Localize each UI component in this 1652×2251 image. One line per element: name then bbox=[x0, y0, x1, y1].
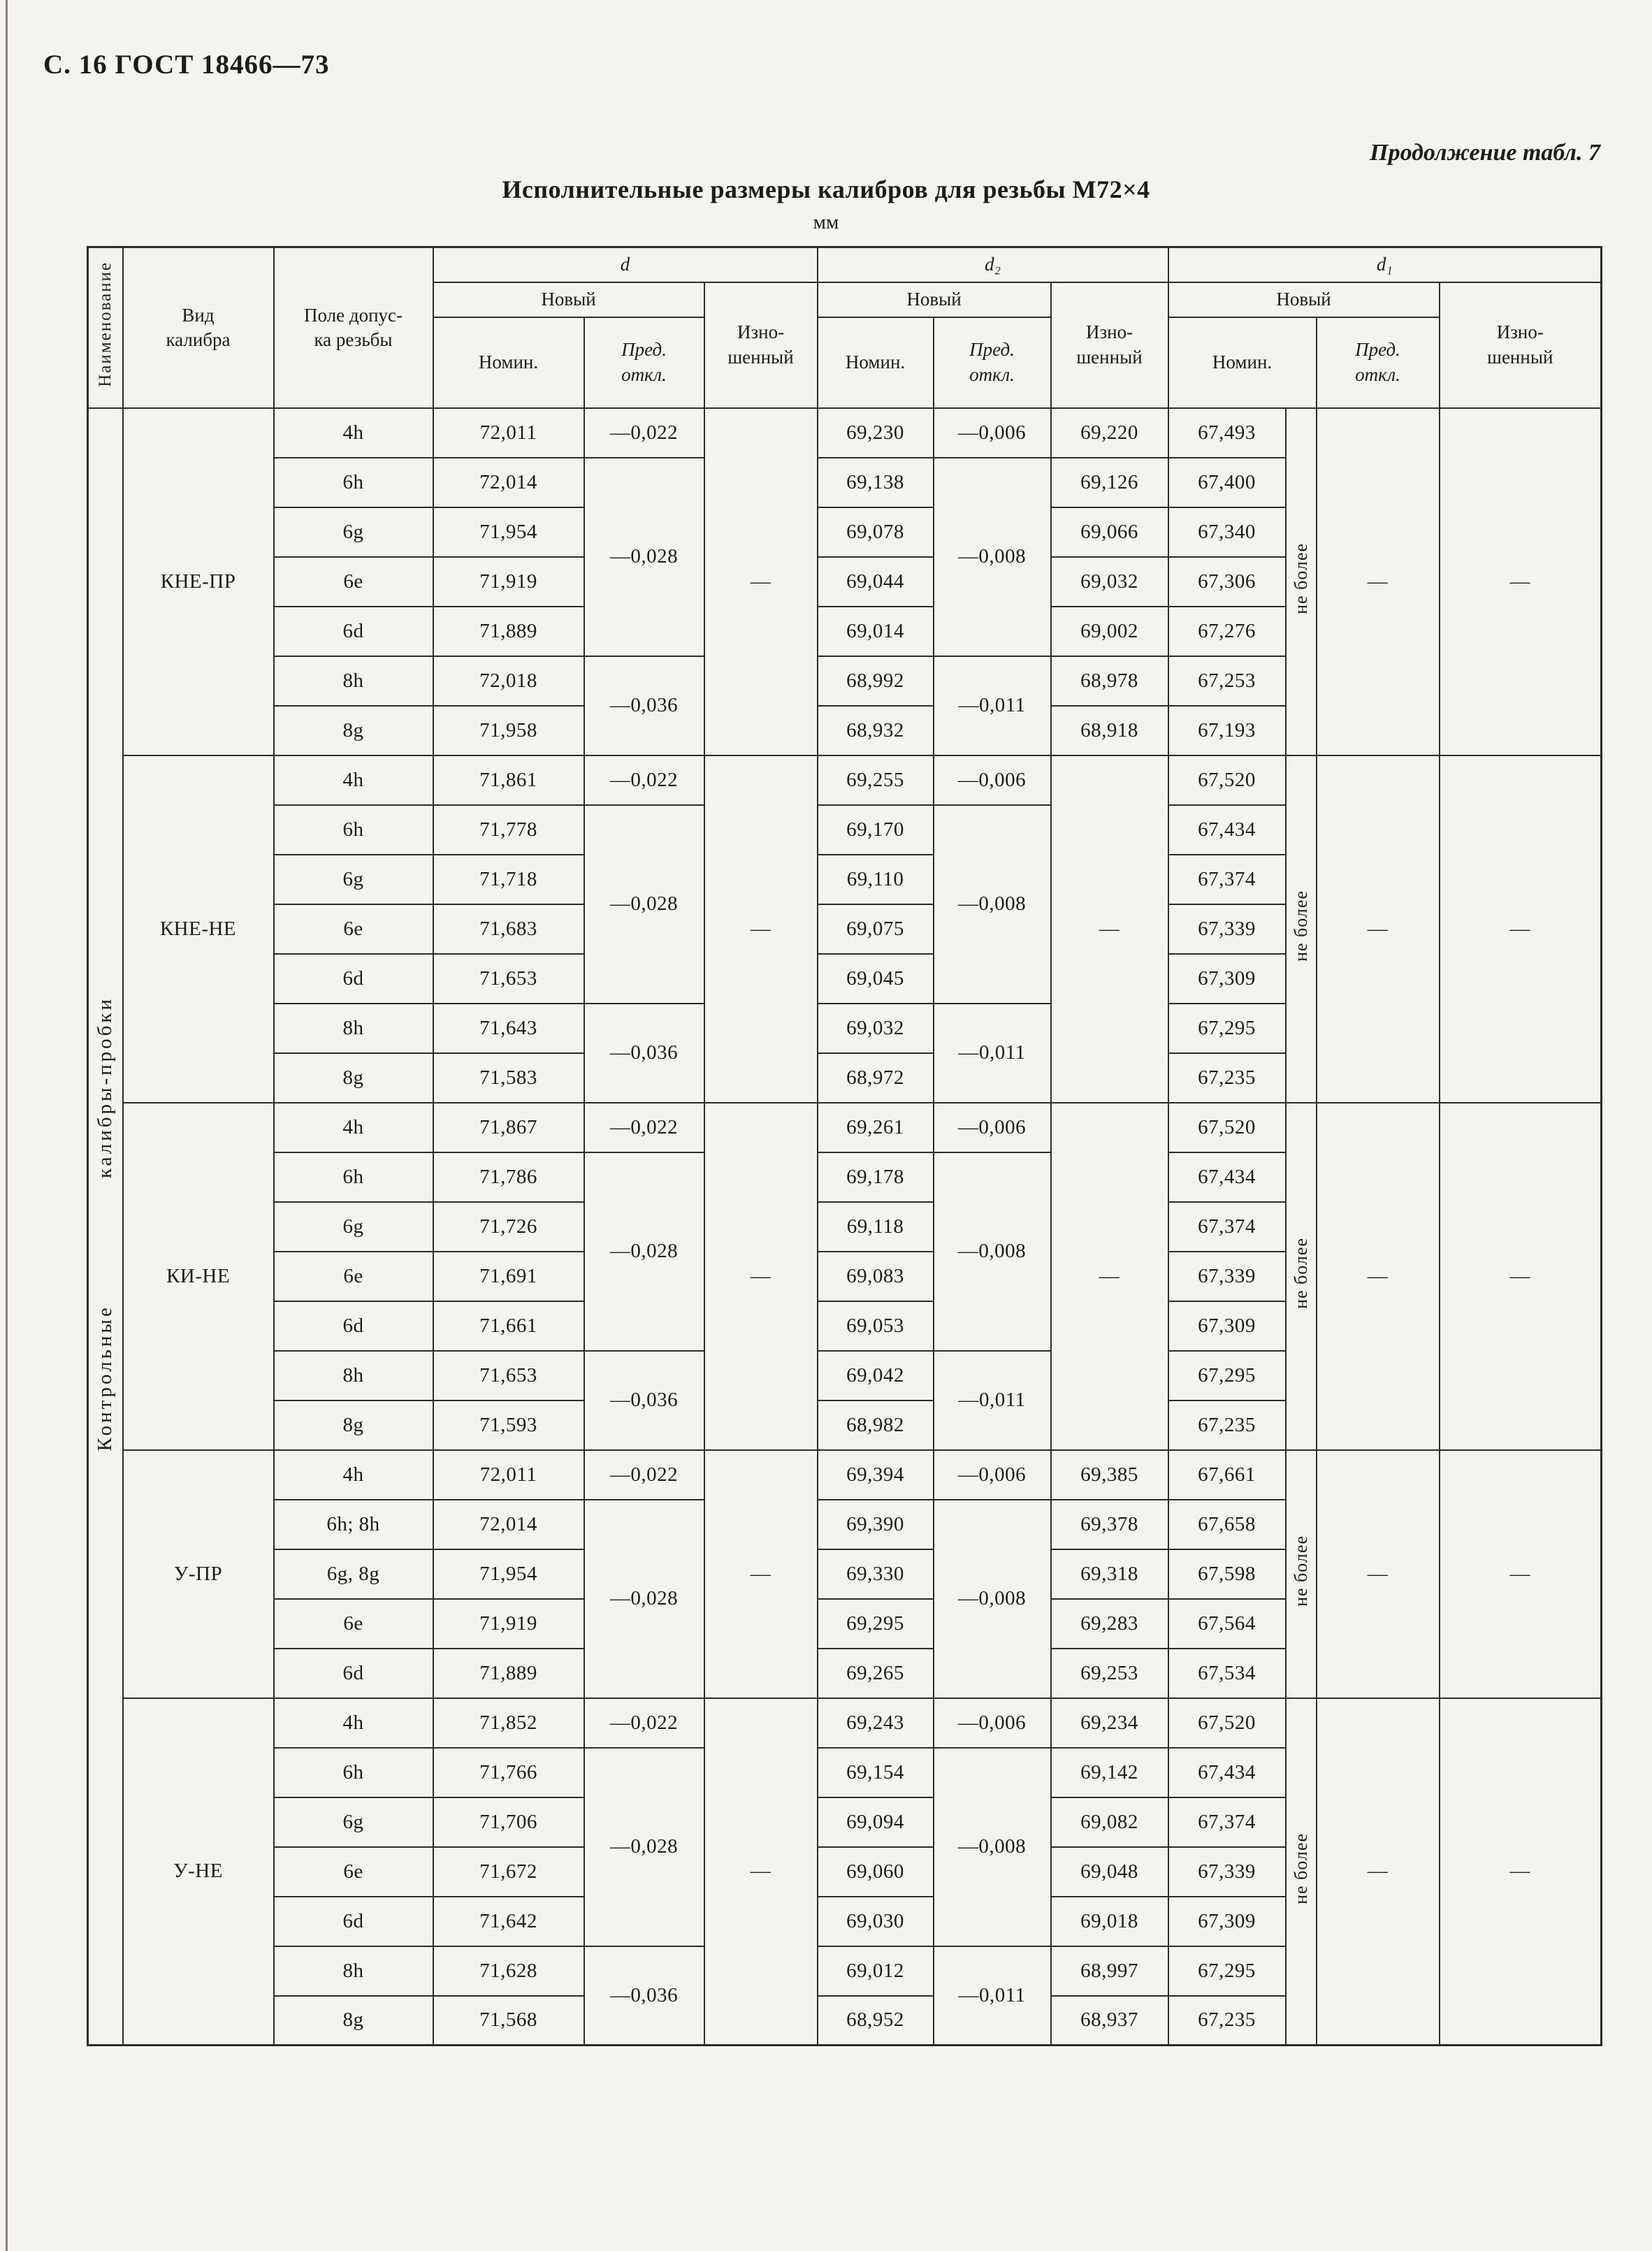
d2-nom: 69,170 bbox=[818, 805, 934, 855]
table-row bbox=[88, 1698, 1602, 1748]
header-new-d: Новый bbox=[433, 282, 704, 317]
header-name-col bbox=[88, 247, 123, 408]
d1-nom: 67,374 bbox=[1168, 1202, 1286, 1252]
d2-dev: —0,008 bbox=[934, 1500, 1051, 1698]
d2-worn: 69,253 bbox=[1051, 1649, 1168, 1698]
d1-nom: 67,493 bbox=[1168, 408, 1286, 458]
header-worn-d1 bbox=[1440, 282, 1602, 408]
header-nominal-d: Номин. bbox=[433, 317, 584, 408]
table-row bbox=[88, 755, 1602, 805]
d2-worn: 69,032 bbox=[1051, 557, 1168, 607]
d-nom: 71,889 bbox=[433, 1649, 584, 1698]
d2-nom: 69,110 bbox=[818, 855, 934, 904]
tolerance-field: 6h bbox=[274, 1748, 433, 1797]
header-dev-d-line1: Пред. bbox=[621, 339, 667, 361]
d2-nom: 69,042 bbox=[818, 1351, 934, 1400]
d2-nom: 69,261 bbox=[818, 1103, 934, 1152]
d1-worn: — bbox=[1440, 408, 1602, 755]
d1-dev: — bbox=[1317, 408, 1440, 755]
d-nom: 72,014 bbox=[433, 458, 584, 507]
header-new-d1: Новый bbox=[1168, 282, 1440, 317]
tolerance-field: 6d bbox=[274, 607, 433, 656]
gauge-type: У-ПР bbox=[123, 1450, 274, 1698]
tolerance-field: 8g bbox=[274, 706, 433, 755]
scan-edge-artifact bbox=[6, 0, 8, 2251]
header-dev-d1 bbox=[1317, 317, 1440, 408]
header-dev-d bbox=[584, 317, 704, 408]
d2-worn: 69,318 bbox=[1051, 1549, 1168, 1599]
tolerance-field: 4h bbox=[274, 408, 433, 458]
tolerance-field: 6e bbox=[274, 904, 433, 954]
d1-nom: 67,339 bbox=[1168, 904, 1286, 954]
d2-nom: 68,932 bbox=[818, 706, 934, 755]
d-nom: 71,766 bbox=[433, 1748, 584, 1797]
page-header: С. 16 ГОСТ 18466—73 bbox=[43, 50, 330, 80]
header-d1-group: d₁ bbox=[1168, 247, 1602, 282]
tolerance-field: 6g, 8g bbox=[274, 1549, 433, 1599]
d1-nom: 67,193 bbox=[1168, 706, 1286, 755]
header-worn-d1-line1: Изно- bbox=[1496, 321, 1544, 343]
d2-nom: 69,044 bbox=[818, 557, 934, 607]
d1-nom: 67,276 bbox=[1168, 607, 1286, 656]
table-row bbox=[88, 408, 1602, 458]
d2-nom: 69,118 bbox=[818, 1202, 934, 1252]
d-dev: —0,022 bbox=[584, 1450, 704, 1500]
d2-dev: —0,006 bbox=[934, 1103, 1051, 1152]
d2-worn: 69,220 bbox=[1051, 408, 1168, 458]
d1-nom: 67,434 bbox=[1168, 1748, 1286, 1797]
d-nom: 71,786 bbox=[433, 1152, 584, 1202]
d-nom: 71,778 bbox=[433, 805, 584, 855]
tolerance-field: 6d bbox=[274, 954, 433, 1004]
d-nom: 71,954 bbox=[433, 507, 584, 557]
d1-nom: 67,598 bbox=[1168, 1549, 1286, 1599]
d1-nom: 67,400 bbox=[1168, 458, 1286, 507]
d1-nom: 67,295 bbox=[1168, 1004, 1286, 1053]
d-nom: 71,958 bbox=[433, 706, 584, 755]
d1-nom: 67,374 bbox=[1168, 1797, 1286, 1847]
d2-dev: —0,008 bbox=[934, 1152, 1051, 1351]
header-worn-d2-line1: Изно- bbox=[1085, 321, 1133, 343]
d1-nom: 67,235 bbox=[1168, 1400, 1286, 1450]
d-dev: —0,036 bbox=[584, 656, 704, 755]
category-label: Контрольные калибры-пробки bbox=[94, 996, 117, 1451]
tolerance-field: 8g bbox=[274, 1996, 433, 2046]
tolerance-field: 4h bbox=[274, 755, 433, 805]
header-worn-d-line1: Изно- bbox=[737, 321, 785, 343]
tolerance-field: 6h bbox=[274, 458, 433, 507]
d-nom: 71,653 bbox=[433, 1351, 584, 1400]
tolerance-field: 6d bbox=[274, 1301, 433, 1351]
d2-nom: 68,982 bbox=[818, 1400, 934, 1450]
ne-bolee-cell bbox=[1286, 1450, 1317, 1698]
ne-bolee-cell bbox=[1286, 1103, 1317, 1450]
d2-nom: 69,060 bbox=[818, 1847, 934, 1897]
d2-dev: —0,011 bbox=[934, 1946, 1051, 2046]
d2-nom: 69,265 bbox=[818, 1649, 934, 1698]
d-dev: —0,028 bbox=[584, 1152, 704, 1351]
d2-nom: 68,992 bbox=[818, 656, 934, 706]
d1-nom: 67,295 bbox=[1168, 1351, 1286, 1400]
gauge-type: КИ-НЕ bbox=[123, 1103, 274, 1450]
d2-dev: —0,006 bbox=[934, 1698, 1051, 1748]
d-worn: — bbox=[704, 408, 818, 755]
d2-worn: 69,066 bbox=[1051, 507, 1168, 557]
d2-dev: —0,006 bbox=[934, 1450, 1051, 1500]
d2-dev: —0,011 bbox=[934, 1004, 1051, 1103]
d1-nom: 67,309 bbox=[1168, 1897, 1286, 1946]
d1-worn: — bbox=[1440, 755, 1602, 1103]
d-dev: —0,022 bbox=[584, 408, 704, 458]
d-nom: 72,018 bbox=[433, 656, 584, 706]
d1-nom: 67,340 bbox=[1168, 507, 1286, 557]
d2-worn: 68,997 bbox=[1051, 1946, 1168, 1996]
header-dev-d1-line2: откл. bbox=[1355, 363, 1400, 385]
d2-worn: 69,048 bbox=[1051, 1847, 1168, 1897]
d-nom: 71,954 bbox=[433, 1549, 584, 1599]
d-dev: —0,022 bbox=[584, 1698, 704, 1748]
d2-dev: —0,011 bbox=[934, 1351, 1051, 1450]
d-nom: 71,653 bbox=[433, 954, 584, 1004]
tolerance-field: 6d bbox=[274, 1897, 433, 1946]
tolerance-field: 6g bbox=[274, 1202, 433, 1252]
d1-nom: 67,295 bbox=[1168, 1946, 1286, 1996]
d-nom: 71,583 bbox=[433, 1053, 584, 1103]
d2-worn: — bbox=[1051, 1103, 1168, 1450]
ne-bolee-label: не более bbox=[1290, 1832, 1311, 1904]
ne-bolee-label: не более bbox=[1290, 890, 1311, 962]
d2-nom: 69,075 bbox=[818, 904, 934, 954]
d-nom: 71,691 bbox=[433, 1252, 584, 1301]
d-nom: 71,568 bbox=[433, 1996, 584, 2046]
d2-worn: — bbox=[1051, 755, 1168, 1103]
d-nom: 71,718 bbox=[433, 855, 584, 904]
d-nom: 71,889 bbox=[433, 607, 584, 656]
d2-nom: 69,255 bbox=[818, 755, 934, 805]
header-nominal-d1: Номин. bbox=[1168, 317, 1317, 408]
d2-nom: 69,094 bbox=[818, 1797, 934, 1847]
d-nom: 71,672 bbox=[433, 1847, 584, 1897]
d2-nom: 69,178 bbox=[818, 1152, 934, 1202]
header-worn-d bbox=[704, 282, 818, 408]
d2-nom: 69,030 bbox=[818, 1897, 934, 1946]
d-dev: —0,022 bbox=[584, 1103, 704, 1152]
d2-dev: —0,008 bbox=[934, 458, 1051, 656]
d2-worn: 69,283 bbox=[1051, 1599, 1168, 1649]
tolerance-field: 8h bbox=[274, 1004, 433, 1053]
d2-nom: 69,230 bbox=[818, 408, 934, 458]
d1-nom: 67,520 bbox=[1168, 755, 1286, 805]
d2-worn: 69,385 bbox=[1051, 1450, 1168, 1500]
header-gauge-type-line1: Вид bbox=[182, 304, 215, 326]
header-d-group: d bbox=[433, 247, 818, 282]
d1-nom: 67,309 bbox=[1168, 954, 1286, 1004]
d1-nom: 67,434 bbox=[1168, 805, 1286, 855]
d1-nom: 67,235 bbox=[1168, 1996, 1286, 2046]
tolerance-field: 8h bbox=[274, 1351, 433, 1400]
ne-bolee-cell bbox=[1286, 1698, 1317, 2046]
header-dev-d1-line1: Пред. bbox=[1355, 339, 1400, 361]
d2-worn: 69,142 bbox=[1051, 1748, 1168, 1797]
d-nom: 71,919 bbox=[433, 1599, 584, 1649]
d-dev: —0,028 bbox=[584, 1748, 704, 1946]
d-nom: 71,683 bbox=[433, 904, 584, 954]
header-nominal-d2: Номин. bbox=[818, 317, 934, 408]
d2-nom: 69,014 bbox=[818, 607, 934, 656]
d2-worn: 69,002 bbox=[1051, 607, 1168, 656]
tolerance-field: 6h; 8h bbox=[274, 1500, 433, 1549]
tolerance-field: 6g bbox=[274, 1797, 433, 1847]
d-nom: 71,861 bbox=[433, 755, 584, 805]
d2-nom: 69,053 bbox=[818, 1301, 934, 1351]
header-worn-d2 bbox=[1051, 282, 1168, 408]
header-worn-d-line2: шенный bbox=[727, 346, 794, 368]
header-tolerance-col bbox=[274, 247, 433, 408]
d2-worn: 68,978 bbox=[1051, 656, 1168, 706]
d-nom: 72,011 bbox=[433, 1450, 584, 1500]
d1-worn: — bbox=[1440, 1103, 1602, 1450]
d1-worn: — bbox=[1440, 1450, 1602, 1698]
d1-dev: — bbox=[1317, 1103, 1440, 1450]
d2-nom: 68,972 bbox=[818, 1053, 934, 1103]
d-worn: — bbox=[704, 1450, 818, 1698]
d2-worn: 68,918 bbox=[1051, 706, 1168, 755]
d1-nom: 67,434 bbox=[1168, 1152, 1286, 1202]
header-name-label: Наименование bbox=[95, 261, 115, 388]
d-worn: — bbox=[704, 1698, 818, 2046]
d-dev: —0,022 bbox=[584, 755, 704, 805]
d2-nom: 69,243 bbox=[818, 1698, 934, 1748]
calibration-table bbox=[87, 246, 1602, 2046]
header-dev-d2-line2: откл. bbox=[969, 363, 1015, 385]
d-nom: 71,726 bbox=[433, 1202, 584, 1252]
d1-nom: 67,658 bbox=[1168, 1500, 1286, 1549]
tolerance-field: 8g bbox=[274, 1053, 433, 1103]
d1-nom: 67,339 bbox=[1168, 1252, 1286, 1301]
header-gauge-type-col bbox=[123, 247, 274, 408]
tolerance-field: 8h bbox=[274, 656, 433, 706]
header-worn-d2-line2: шенный bbox=[1076, 346, 1143, 368]
header-tolerance-line1: Поле допус- bbox=[303, 304, 403, 326]
d-nom: 72,011 bbox=[433, 408, 584, 458]
tolerance-field: 6h bbox=[274, 805, 433, 855]
d-dev: —0,028 bbox=[584, 458, 704, 656]
d-nom: 71,919 bbox=[433, 557, 584, 607]
d2-worn: 69,126 bbox=[1051, 458, 1168, 507]
d-worn: — bbox=[704, 1103, 818, 1450]
d-nom: 71,661 bbox=[433, 1301, 584, 1351]
d1-dev: — bbox=[1317, 755, 1440, 1103]
d-nom: 71,852 bbox=[433, 1698, 584, 1748]
d2-nom: 69,330 bbox=[818, 1549, 934, 1599]
d-nom: 71,628 bbox=[433, 1946, 584, 1996]
tolerance-field: 8h bbox=[274, 1946, 433, 1996]
tolerance-field: 6g bbox=[274, 855, 433, 904]
tolerance-field: 6g bbox=[274, 507, 433, 557]
d2-nom: 69,154 bbox=[818, 1748, 934, 1797]
d2-nom: 69,390 bbox=[818, 1500, 934, 1549]
d2-worn: 69,234 bbox=[1051, 1698, 1168, 1748]
d-nom: 71,867 bbox=[433, 1103, 584, 1152]
d-nom: 71,593 bbox=[433, 1400, 584, 1450]
d-dev: —0,028 bbox=[584, 1500, 704, 1698]
gauge-type: КНЕ-ПР bbox=[123, 408, 274, 755]
d-dev: —0,036 bbox=[584, 1946, 704, 2046]
tolerance-field: 6e bbox=[274, 1847, 433, 1897]
tolerance-field: 4h bbox=[274, 1450, 433, 1500]
d2-nom: 69,295 bbox=[818, 1599, 934, 1649]
table-title: Исполнительные размеры калибров для резьбы М72×4 bbox=[502, 175, 1150, 203]
tolerance-field: 6d bbox=[274, 1649, 433, 1698]
units-label: мм bbox=[813, 211, 839, 233]
d-nom: 71,643 bbox=[433, 1004, 584, 1053]
tolerance-field: 8g bbox=[274, 1400, 433, 1450]
d2-worn: 69,378 bbox=[1051, 1500, 1168, 1549]
d2-dev: —0,008 bbox=[934, 1748, 1051, 1946]
d2-nom: 68,952 bbox=[818, 1996, 934, 2046]
gauge-type: У-НЕ bbox=[123, 1698, 274, 2046]
d1-nom: 67,306 bbox=[1168, 557, 1286, 607]
tolerance-field: 4h bbox=[274, 1103, 433, 1152]
d1-nom: 67,520 bbox=[1168, 1103, 1286, 1152]
header-tolerance-line2: ка резьбы bbox=[314, 328, 393, 350]
ne-bolee-label: не более bbox=[1290, 1238, 1311, 1309]
d2-worn: 69,082 bbox=[1051, 1797, 1168, 1847]
tolerance-field: 4h bbox=[274, 1698, 433, 1748]
d2-worn: 69,018 bbox=[1051, 1897, 1168, 1946]
ne-bolee-label: не более bbox=[1290, 1535, 1311, 1607]
d1-nom: 67,661 bbox=[1168, 1450, 1286, 1500]
header-dev-d-line2: откл. bbox=[621, 363, 667, 385]
gauge-type: КНЕ-НЕ bbox=[123, 755, 274, 1103]
d-nom: 72,014 bbox=[433, 1500, 584, 1549]
d2-nom: 69,045 bbox=[818, 954, 934, 1004]
d2-nom: 69,083 bbox=[818, 1252, 934, 1301]
d1-nom: 67,309 bbox=[1168, 1301, 1286, 1351]
category-cell bbox=[88, 408, 123, 2046]
d2-nom: 69,394 bbox=[818, 1450, 934, 1500]
d1-worn: — bbox=[1440, 1698, 1602, 2046]
header-d2-group: d₂ bbox=[818, 247, 1168, 282]
d1-nom: 67,520 bbox=[1168, 1698, 1286, 1748]
d-worn: — bbox=[704, 755, 818, 1103]
d-nom: 71,642 bbox=[433, 1897, 584, 1946]
ne-bolee-cell bbox=[1286, 408, 1317, 755]
d1-nom: 67,253 bbox=[1168, 656, 1286, 706]
d1-nom: 67,339 bbox=[1168, 1847, 1286, 1897]
d2-dev: —0,011 bbox=[934, 656, 1051, 755]
tolerance-field: 6e bbox=[274, 1599, 433, 1649]
header-worn-d1-line2: шенный bbox=[1487, 346, 1553, 368]
header-dev-d2-line1: Пред. bbox=[969, 339, 1015, 361]
d2-dev: —0,006 bbox=[934, 755, 1051, 805]
d1-nom: 67,374 bbox=[1168, 855, 1286, 904]
d1-dev: — bbox=[1317, 1698, 1440, 2046]
tolerance-field: 6h bbox=[274, 1152, 433, 1202]
d1-nom: 67,564 bbox=[1168, 1599, 1286, 1649]
header-new-d2: Новый bbox=[818, 282, 1051, 317]
tolerance-field: 6e bbox=[274, 557, 433, 607]
d1-nom: 67,534 bbox=[1168, 1649, 1286, 1698]
header-row-groups bbox=[88, 247, 1602, 282]
d1-nom: 67,235 bbox=[1168, 1053, 1286, 1103]
header-dev-d2 bbox=[934, 317, 1051, 408]
table-continuation-note: Продолжение табл. 7 bbox=[1370, 140, 1600, 166]
d-nom: 71,706 bbox=[433, 1797, 584, 1847]
ne-bolee-cell bbox=[1286, 755, 1317, 1103]
d-dev: —0,028 bbox=[584, 805, 704, 1004]
d1-dev: — bbox=[1317, 1450, 1440, 1698]
d2-worn: 68,937 bbox=[1051, 1996, 1168, 2046]
d2-nom: 69,078 bbox=[818, 507, 934, 557]
header-gauge-type-line2: калибра bbox=[166, 328, 231, 350]
d-dev: —0,036 bbox=[584, 1351, 704, 1450]
d2-nom: 69,138 bbox=[818, 458, 934, 507]
tolerance-field: 6e bbox=[274, 1252, 433, 1301]
d2-nom: 69,032 bbox=[818, 1004, 934, 1053]
table-row bbox=[88, 1450, 1602, 1500]
d-dev: —0,036 bbox=[584, 1004, 704, 1103]
d2-nom: 69,012 bbox=[818, 1946, 934, 1996]
d2-dev: —0,006 bbox=[934, 408, 1051, 458]
ne-bolee-label: не более bbox=[1290, 543, 1311, 614]
d2-dev: —0,008 bbox=[934, 805, 1051, 1004]
table-row bbox=[88, 1103, 1602, 1152]
